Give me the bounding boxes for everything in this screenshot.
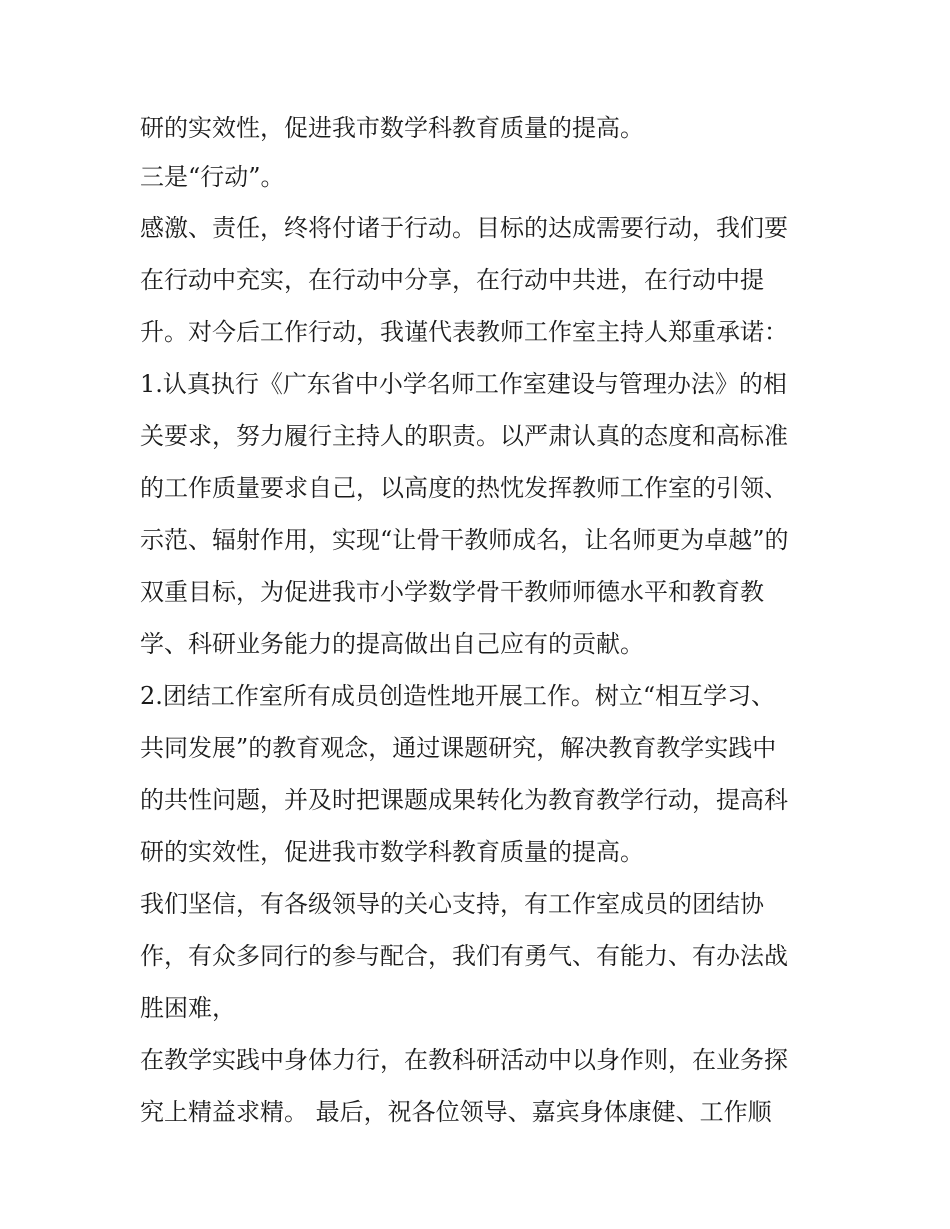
text-line: 2.团结工作室所有成员创造性地开展工作。树立“相互学习、 xyxy=(140,682,776,710)
text-line: 我们坚信，有各级领导的关心支持，有工作室成员的团结协 xyxy=(140,890,764,918)
body-text xyxy=(140,104,830,1138)
text-line: 研的实效性，促进我市数学科教育质量的提高。 xyxy=(140,114,644,142)
text-line: 在行动中充实，在行动中分享，在行动中共进，在行动中提 xyxy=(140,266,764,294)
text-line: 双重目标，为促进我市小学数学骨干教师师德水平和教育教 xyxy=(140,578,764,606)
text-line: 究上精益求精。 最后，祝各位领导、嘉宾身体康健、工作顺 xyxy=(140,1098,772,1126)
text-line: 升。对今后工作行动，我谨代表教师工作室主持人郑重承诺： xyxy=(140,318,788,346)
text-line: 在教学实践中身体力行，在教科研活动中以身作则，在业务探 xyxy=(140,1046,788,1074)
text-line: 感激、责任，终将付诸于行动。目标的达成需要行动，我们要 xyxy=(140,214,788,242)
text-line: 学、科研业务能力的提高做出自己应有的贡献。 xyxy=(140,630,644,658)
text-line: 共同发展”的教育观念，通过课题研究，解决教育教学实践中 xyxy=(140,734,777,762)
text-line: 胜困难， xyxy=(140,994,236,1022)
text-line: 研的实效性，促进我市数学科教育质量的提高。 xyxy=(140,838,644,866)
text-line: 关要求，努力履行主持人的职责。以严肃认真的态度和高标准 xyxy=(140,422,788,450)
text-line: 示范、辐射作用，实现“让骨干教师成名，让名师更为卓越”的 xyxy=(140,526,789,554)
text-line: 作，有众多同行的参与配合，我们有勇气、有能力、有办法战 xyxy=(140,942,788,970)
text-line: 1.认真执行《广东省中小学名师工作室建设与管理办法》的相 xyxy=(140,370,787,398)
text-line: 的工作质量要求自己，以高度的热忱发挥教师工作室的引领、 xyxy=(140,474,788,502)
text-line: 的共性问题，并及时把课题成果转化为教育教学行动，提高科 xyxy=(140,786,788,814)
text-line: 三是“行动”。 xyxy=(140,163,285,191)
